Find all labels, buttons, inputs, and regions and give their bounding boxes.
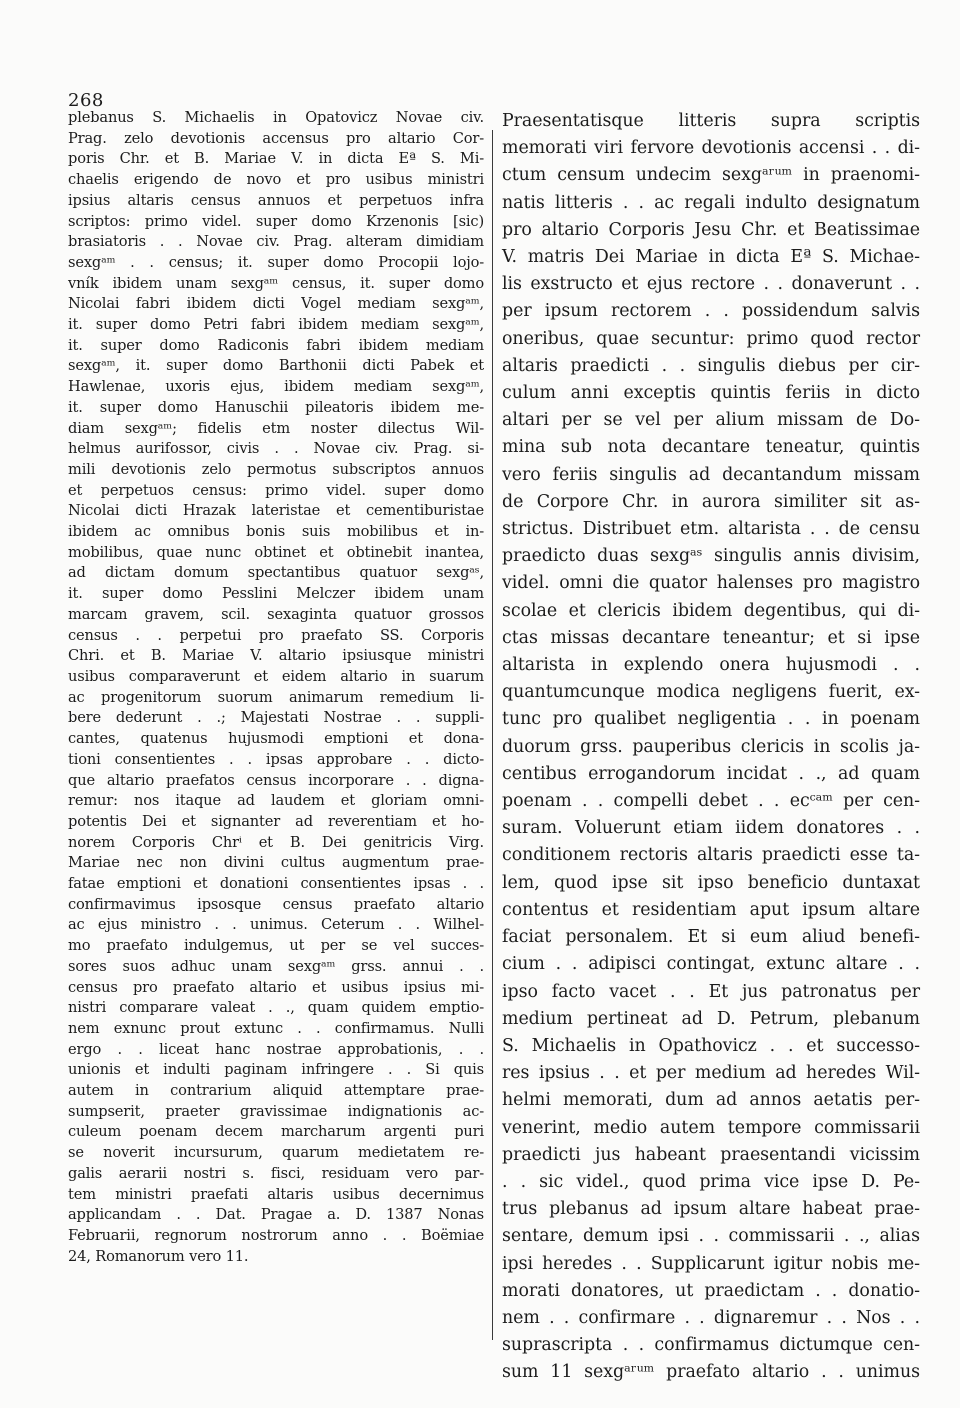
text-line: census . . perpetui pro praefato SS. Corporis <box>68 626 484 644</box>
text-line: suram. Voluerunt etiam iidem donatores . . <box>502 818 920 839</box>
text-line: mili devotionis zelo permotus subscriptos annuos <box>68 460 484 478</box>
left-column <box>68 108 484 1267</box>
text-line: videl. omni die quator halenses pro magistro <box>502 573 920 594</box>
text-line: centibus errogandorum incidat . ., ad quam <box>502 763 920 784</box>
text-line: faciat personalem. Et si eum aliud benefi- <box>502 927 920 948</box>
text-line: Mariae nec non divini cultus augmentum prae- <box>68 854 484 872</box>
text-line: unionis et indulti paginam infringere . . Si quis <box>68 1061 484 1079</box>
text-line: confirmavimus ipsosque census praefato altario <box>68 895 484 913</box>
text-line: 24, Romanorum vero 11. <box>68 1247 249 1265</box>
text-line: ctas missas decantare teneantur; et si ipse <box>502 627 920 648</box>
text-line: culum anni exceptis quintis feriis in dicto <box>502 383 920 404</box>
text-line: helmi memorati, dum ad annos aetatis per- <box>502 1090 920 1111</box>
text-line: plebanus S. Michaelis in Opatovicz Novae civ. <box>68 109 484 126</box>
text-line: autem in contrarium aliquid attemptare prae- <box>68 1082 484 1100</box>
text-line: praedicto duas sexgᵃˢ singulis annis divisim, <box>502 546 920 567</box>
text-line: it. super domo Hanuschii pileatoris ibidem me- <box>68 398 484 416</box>
text-line: quantumcunque modica negligens fuerit, ex- <box>502 682 920 703</box>
text-line: Prag. zelo devotionis accensus pro altario Cor- <box>68 129 484 147</box>
text-line: contentus et residentiam aput ipsum altare <box>502 899 920 920</box>
text-line: diam sexgᵃᵐ; fidelis etm noster dilectus Wil- <box>68 419 484 437</box>
text-line: Nicolai fabri ibidem dicti Vogel mediam sexgᵃᵐ, <box>68 295 484 313</box>
text-line: scolae et clericis ibidem degentibus, qui di- <box>502 600 920 621</box>
text-line: cantes, quatenus hujusmodi emptioni et dona- <box>68 730 484 748</box>
text-line: sexgᵃᵐ . . census; it. super domo Procopii lojo- <box>68 253 484 271</box>
text-line: V. matris Dei Mariae in dicta Eª S. Michae- <box>502 247 920 268</box>
text-line: marcam gravem, scil. sexaginta quatuor grossos <box>68 605 484 623</box>
text-line: lem, quod ipse sit ipso beneficio duntaxat <box>502 872 920 893</box>
text-line: sentare, demum ipsi . . commissarii . ., alias <box>502 1226 920 1247</box>
column-divider <box>492 130 493 1340</box>
text-line: census pro praefato altario et usibus ipsius mi- <box>68 978 484 996</box>
text-line: duorum grss. pauperibus clericis in scolis ja- <box>502 736 920 757</box>
page-number: 268 <box>68 90 104 111</box>
text-line: mina sub nota decantare teneatur, quintis <box>502 437 920 458</box>
text-line: remur: nos itaque ad laudem et gloriam omni- <box>68 792 484 810</box>
text-line: potentis Dei et signanter ad reverentiam et ho- <box>68 812 484 830</box>
text-line: bere dederunt . .; Majestati Nostrae . . suppli- <box>68 709 484 727</box>
text-line: usibus comparaverunt et eidem altario in suarum <box>68 667 484 685</box>
text-line: medium pertineat ad D. Petrum, plebanum <box>502 1008 920 1029</box>
text-line: que altario praefatos census incorporare . . digna- <box>68 771 484 789</box>
text-line: cium . . adipisci contingat, extunc altare . . <box>502 954 920 975</box>
text-line: lis exstructo et ejus rectore . . donaverunt . . <box>502 274 920 295</box>
text-line: de Corpore Chr. in aurora similiter sit as- <box>502 491 920 512</box>
text-line: ipso facto vacet . . Et jus patronatus per <box>502 981 920 1002</box>
text-line: applicandam . . Dat. Pragae a. D. 1387 Nonas <box>68 1206 484 1224</box>
text-line: et perpetuos census: primo videl. super domo <box>68 481 484 499</box>
text-line: strictus. Distribuet etm. altarista . . de censu <box>502 519 920 540</box>
right-column <box>502 108 920 1387</box>
text-line: vero feriis singulis ad decantandum missam <box>502 464 920 485</box>
text-line: altarista in explendo onera hujusmodi . . <box>502 655 920 676</box>
text-line: poenam . . compelli debet . . ecᶜᵃᵐ per cen- <box>502 791 920 812</box>
text-line: galis aerarii nostri s. fisci, residuam vero par- <box>68 1164 484 1182</box>
text-line: it. super domo Pesslini Melczer ibidem unam <box>68 585 484 603</box>
text-line: nem . . confirmare . . dignaremur . . Nos . . <box>502 1307 920 1328</box>
text-line: it. super domo Radiconis fabri ibidem mediam <box>68 336 484 354</box>
text-line: sores suos adhuc unam sexgᵃᵐ grss. annui . . <box>68 957 484 975</box>
text-line: altari per se vel per alium missam de Do- <box>502 410 920 431</box>
text-line: Nicolai dicti Hrazak lateristae et cementiburistae <box>68 502 484 520</box>
text-line: sum 11 sexgᵃʳᵘᵐ praefato altario . . unimus <box>502 1362 920 1383</box>
text-line: brasiatoris . . Novae civ. Prag. alteram dimidiam <box>68 233 484 251</box>
text-line: memorati viri fervore devotionis accensi . . di- <box>502 138 920 159</box>
text-line: trus plebanus ad ipsum altare habeat prae- <box>502 1199 920 1220</box>
text-line: nistri comparare valeat . ., quam quidem emptio- <box>68 999 484 1017</box>
text-line: oneribus, quae secuntur: primo quod rector <box>502 328 920 349</box>
text-line: poris Chr. et B. Mariae V. in dicta Eª S. Mi- <box>68 150 484 168</box>
text-line: S. Michaelis in Opathovicz . . et successo- <box>502 1035 920 1056</box>
text-line: ac progenitorum suorum animarum remedium li- <box>68 688 484 706</box>
text-line: vník ibidem unam sexgᵃᵐ census, it. super domo <box>68 274 484 292</box>
text-line: pro altario Corporis Jesu Chr. et Beatissimae <box>502 219 920 240</box>
text-line: natis litteris . . ac regali indulto designatum <box>502 192 920 213</box>
text-line: praedicti jus habeant praesentandi vicissim <box>502 1144 920 1165</box>
text-line: ipsi heredes . . Supplicarunt igitur nobis me- <box>502 1253 920 1274</box>
text-line: scriptos: primo videl. super domo Krzenonis [sic) <box>68 212 484 230</box>
text-line: culeum poenam decem marcharum argenti puri <box>68 1123 484 1141</box>
text-line: norem Corporis Chrⁱ et B. Dei genitricis Virg. <box>68 833 484 851</box>
text-line: morati donatores, ut praedictam . . donatio- <box>502 1280 920 1301</box>
text-line: tioni consentientes . . ipsas approbare . . dicto- <box>68 750 484 768</box>
text-line: Chri. et B. Mariae V. altario ipsiusque ministri <box>68 647 484 665</box>
text-line: conditionem rectoris altaris praedicti esse ta- <box>502 845 920 866</box>
text-line: helmus aurifossor, civis . . Novae civ. Prag. si- <box>68 440 484 458</box>
text-line: tem ministri praefati altaris usibus decernimus <box>68 1185 484 1203</box>
text-line: nem exnunc prout extunc . . confirmamus. Nulli <box>68 1019 484 1037</box>
text-line: sumpserit, praeter gravissimae indignationis ac- <box>68 1102 484 1120</box>
text-line: Praesentatisque litteris supra scriptis <box>502 111 920 131</box>
text-line: suprascripta . . confirmamus dictumque cen- <box>502 1335 920 1356</box>
text-line: altaris praedicti . . singulis diebus per cir- <box>502 355 920 376</box>
text-line: fatae emptioni et donationi consentientes ipsas . . <box>68 875 484 893</box>
text-line: mobilibus, quae nunc obtinet et obtinebit inantea, <box>68 543 484 561</box>
text-line: venerint, medio autem tempore commissarii <box>502 1117 920 1138</box>
text-line: sexgᵃᵐ, it. super domo Barthonii dicti Pabek et <box>68 357 484 375</box>
text-line: res ipsius . . et per medium ad heredes Wil- <box>502 1063 920 1084</box>
text-line: ergo . . liceat hanc nostrae approbationis, . . <box>68 1040 484 1058</box>
text-line: it. super domo Petri fabri ibidem mediam sexgᵃᵐ, <box>68 316 484 334</box>
text-line: ctum censum undecim sexgᵃʳᵘᵐ in praenomi- <box>502 165 920 186</box>
text-line: Februarii, regnorum nostrorum anno . . Boëmiae <box>68 1226 484 1244</box>
text-line: Hawlenae, uxoris ejus, ibidem mediam sexgᵃᵐ, <box>68 378 484 396</box>
text-line: mo praefato indulgemus, ut per se vel succes- <box>68 937 484 955</box>
text-line: ipsius altaris census annuos et perpetuos infra <box>68 191 484 209</box>
text-line: . . sic videl., quod prima vice ipse D. Pe- <box>502 1171 920 1192</box>
text-line: ac ejus ministro . . unimus. Ceterum . . Wilhel- <box>68 916 484 934</box>
text-line: per ipsum rectorem . . possidendum salvis <box>502 301 920 322</box>
text-line: ibidem ac omnibus bonis suis mobilibus et in- <box>68 523 484 541</box>
text-line: chaelis erigendo de novo et pro usibus ministri <box>68 171 484 189</box>
text-line: tunc pro qualibet negligentia . . in poenam <box>502 709 920 730</box>
text-line: se noverit incursurum, quarum medietatem re- <box>68 1144 484 1162</box>
text-line: ad dictam domum spectantibus quatuor sexgᵃˢ, <box>68 564 484 582</box>
